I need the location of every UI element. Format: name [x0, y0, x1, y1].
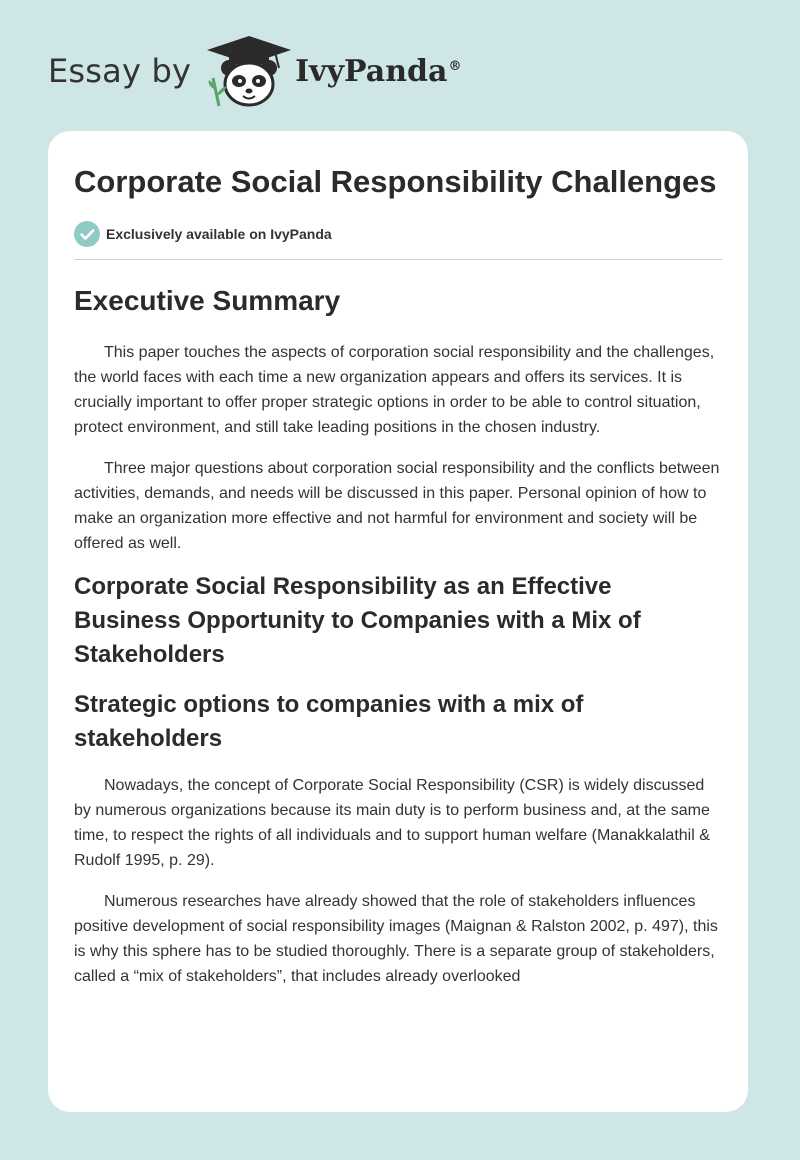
badge-label: Exclusively available on IvyPanda	[106, 226, 332, 242]
essay-card	[48, 131, 748, 1112]
check-circle-icon	[74, 221, 100, 247]
exclusive-badge	[74, 221, 722, 247]
section-heading-executive-summary: Executive Summary	[74, 285, 341, 316]
subsection-heading-strategic-options: Strategic options to companies with a mix of stakeholders	[74, 691, 584, 752]
paragraph: Nowadays, the concept of Corporate Social Responsibility (CSR) is widely discussed by numerous organizations because its main duty is to perform business and, at the same time, to respect the rights of all individuals and to support human welfare (Manakkalathil & Rudolf 1995, p. 29).	[74, 777, 710, 869]
site-brand[interactable]	[48, 34, 461, 108]
section-heading-csr: Corporate Social Responsibility as an Effective Business Opportunity to Companies with a Mix of Stakeholders	[74, 573, 641, 668]
paragraph: This paper touches the aspects of corporation social responsibility and the challenges, the world faces with each time a new organization appears and offers its services. It is crucially important to offer proper strategic options in order to be able to control situation, protect environment, and still take leading positions in the chosen industry.	[74, 344, 715, 436]
brand-prefix: Essay by	[48, 52, 192, 90]
paragraph: Numerous researches have already showed that the role of stakeholders influences positive development of social responsibility images (Maignan & Ralston 2002, p. 497), this is why this sphere has to be studied thoroughly. There is a separate group of stakeholders, called a “mix of stakeholders”, that includes already overlooked	[74, 893, 718, 985]
brand-name: IvyPanda®	[295, 53, 462, 89]
essay-title: Corporate Social Responsibility Challenges	[74, 164, 717, 199]
title-divider	[74, 259, 722, 260]
paragraph: Three major questions about corporation social responsibility and the conflicts between activities, demands, and needs will be discussed in this paper. Personal opinion of how to make an organization more effective and not harmful for environment and society will be offered as well.	[74, 460, 720, 552]
panda-graduate-logo-icon	[205, 34, 293, 108]
